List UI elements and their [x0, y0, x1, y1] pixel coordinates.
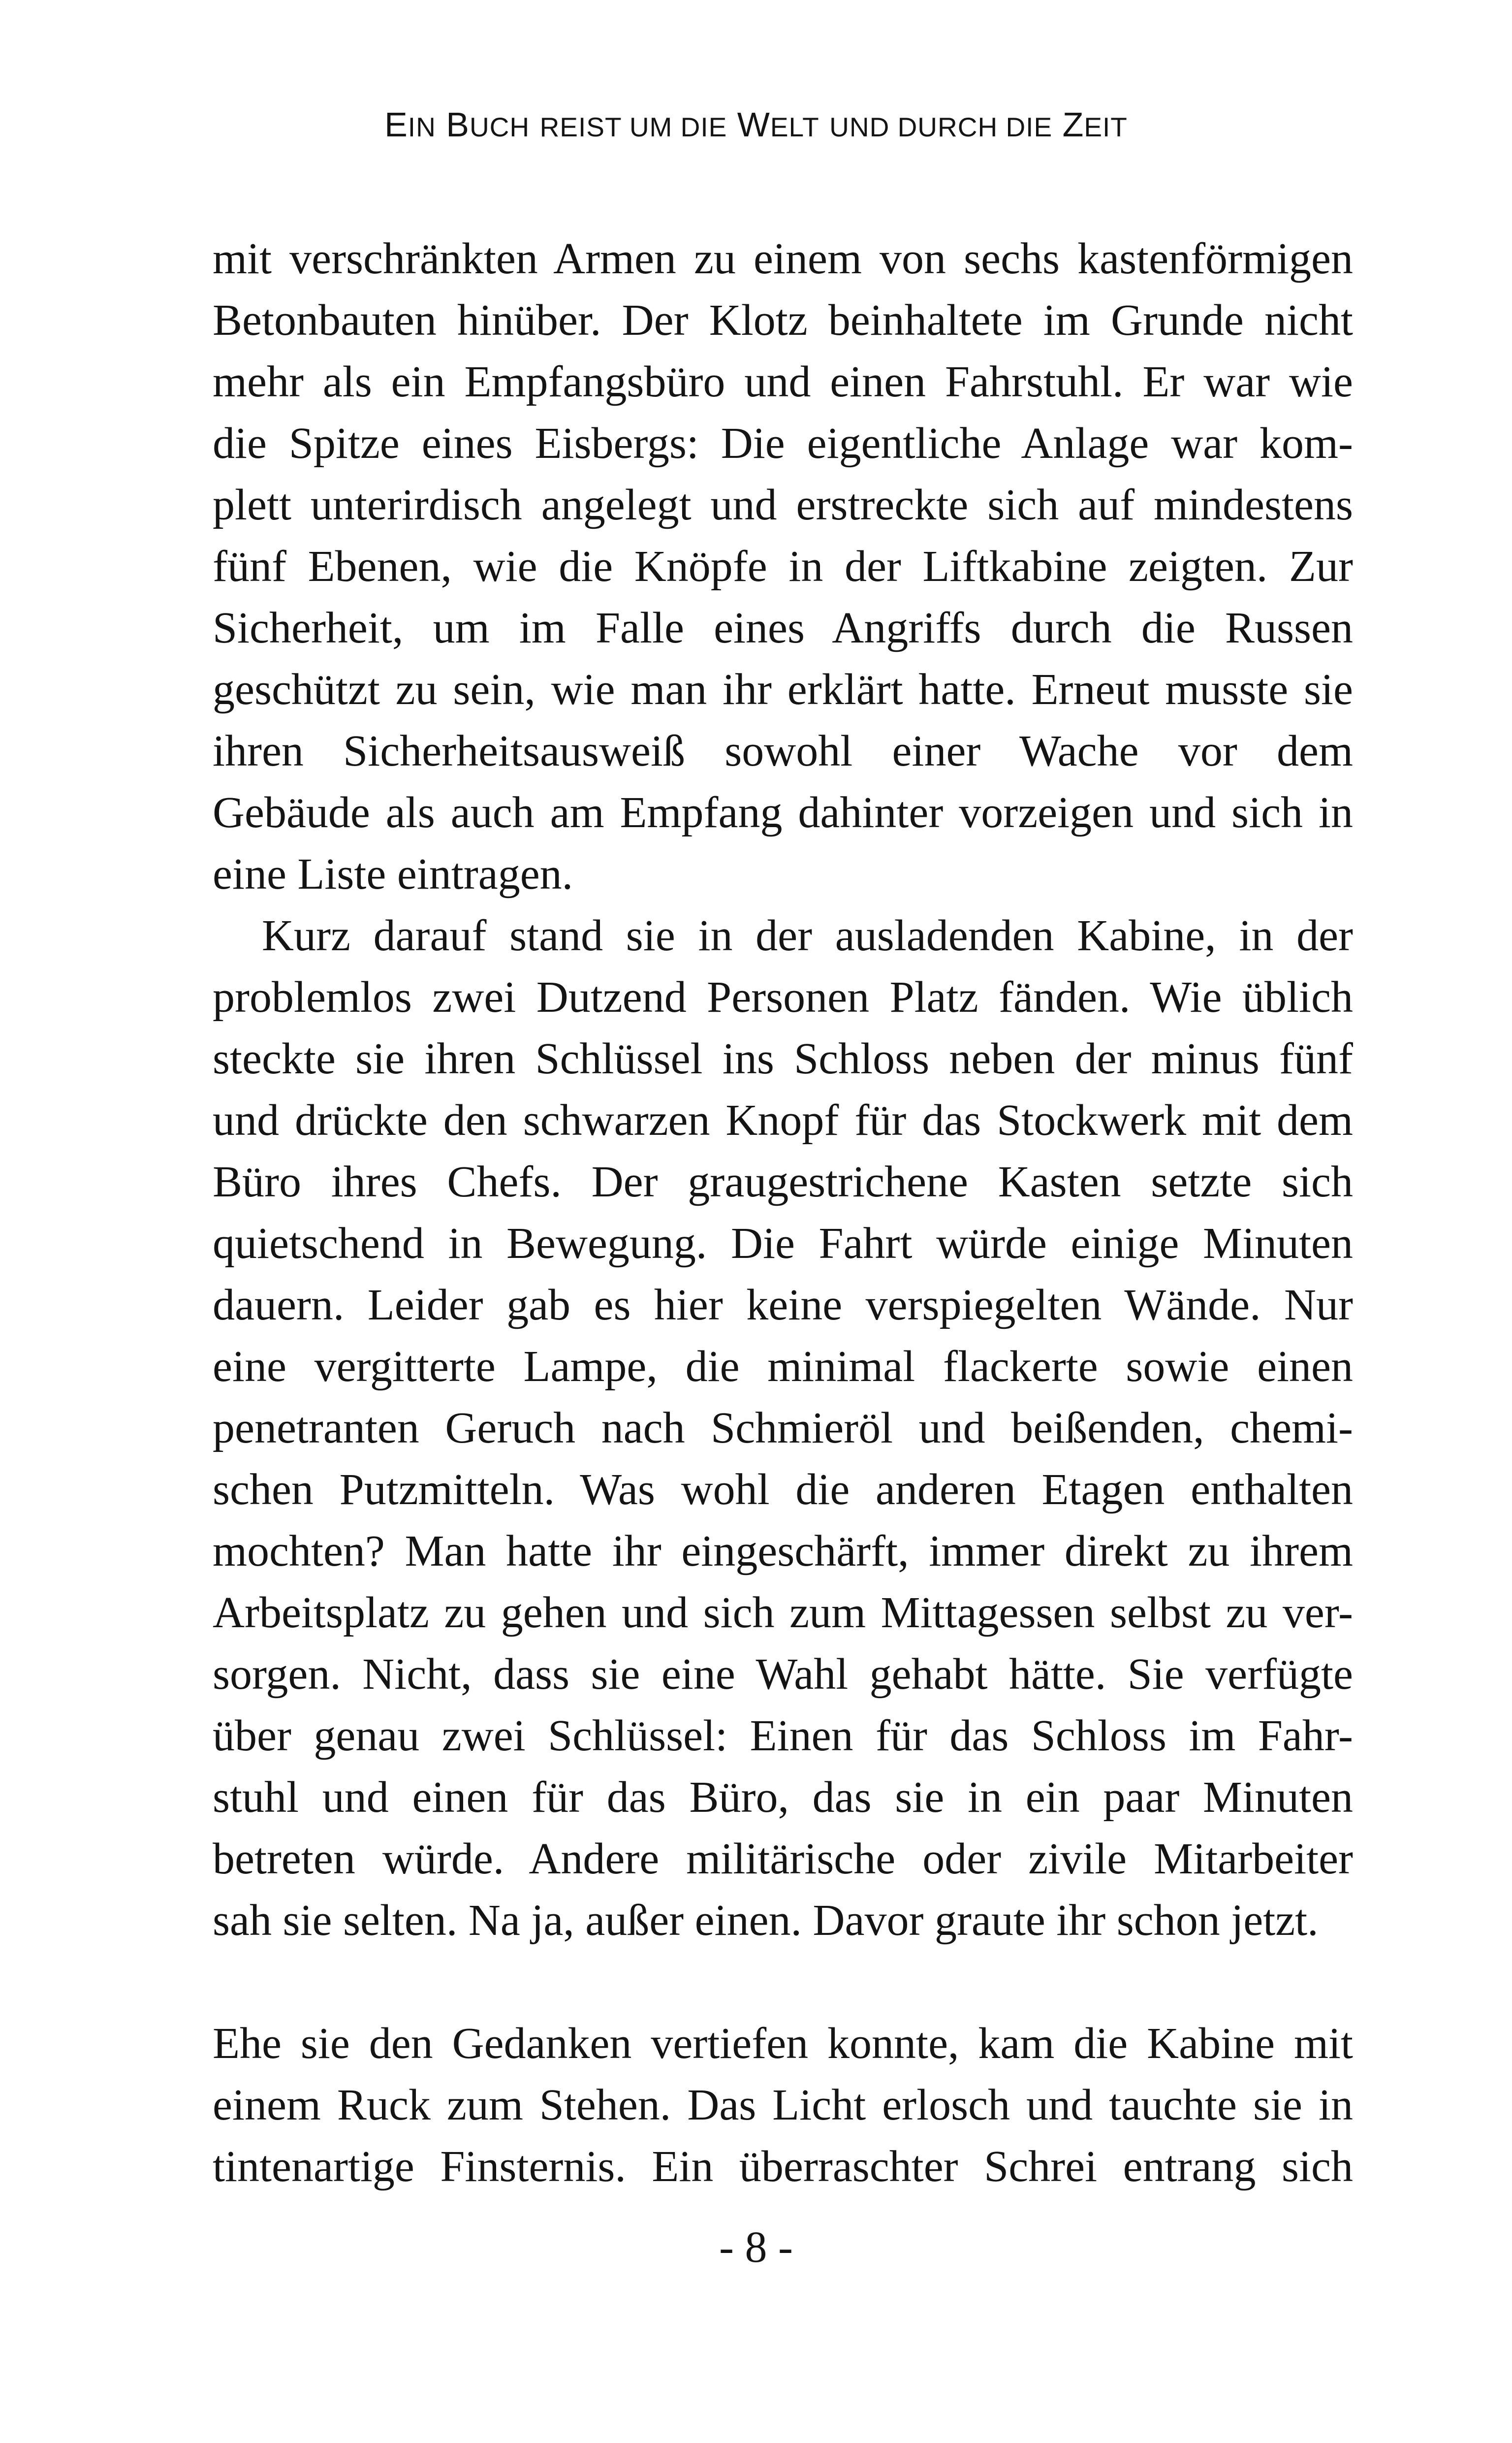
text-line: eine vergitterte Lampe, die minimal flackerte sowie einen — [213, 1342, 1353, 1391]
text-line: Betonbauten hinüber. Der Klotz beinhaltete im Grunde nicht — [213, 296, 1353, 345]
text-line: Büro ihres Chefs. Der graugestrichene Kasten setzte sich — [213, 1157, 1353, 1206]
text-line: Arbeitsplatz zu gehen und sich zum Mittagessen selbst zu ver- — [213, 1588, 1353, 1637]
running-head-word: IN — [408, 112, 436, 142]
running-head-word: E — [384, 105, 408, 144]
text-line: quietschend in Bewegung. Die Fahrt würde einige Minuten — [213, 1219, 1353, 1268]
running-head-word: EIT — [1084, 112, 1128, 142]
running-head — [0, 107, 1512, 142]
text-line: mochten? Man hatte ihr eingeschärft, immer direkt zu ihrem — [213, 1527, 1353, 1575]
text-line: und drückte den schwarzen Knopf für das Stockwerk mit dem — [213, 1096, 1353, 1145]
text-line: fünf Ebenen, wie die Knöpfe in der Liftkabine zeigten. Zur — [213, 542, 1353, 591]
text-line: stuhl und einen für das Büro, das sie in ein paar Minuten — [213, 1773, 1353, 1822]
text-line: mehr als ein Empfangsbüro und einen Fahrstuhl. Er war wie — [213, 357, 1353, 406]
page-number: - 8 - — [719, 2223, 793, 2272]
running-head-word: Z — [1062, 105, 1084, 144]
text-line: tintenartige Finsternis. Ein überraschter Schrei entrang sich — [213, 2142, 1353, 2191]
text-line: dauern. Leider gab es hier keine verspiegelten Wände. Nur — [213, 1281, 1353, 1329]
text-line: plett unterirdisch angelegt und erstreckte sich auf mindestens — [213, 481, 1353, 529]
text-line: Ehe sie den Gedanken vertiefen konnte, kam die Kabine mit — [213, 2019, 1353, 2068]
text-line: ihren Sicherheitsausweiß sowohl einer Wache vor dem — [213, 727, 1353, 775]
text-line: penetranten Geruch nach Schmieröl und beißenden, chemi- — [213, 1404, 1353, 1452]
text-line: mit verschränkten Armen zu einem von sechs kastenförmigen — [213, 234, 1353, 283]
running-head-word: UCH — [469, 112, 530, 142]
running-head-word: W — [737, 105, 770, 144]
text-line: problemlos zwei Dutzend Personen Platz fänden. Wie üblich — [213, 973, 1353, 1022]
text-line: sah sie selten. Na ja, außer einen. Davor graute ihr schon jetzt. — [213, 1896, 1319, 1945]
body-text — [213, 228, 1353, 2197]
text-line: Sicherheit, um im Falle eines Angriffs durch die Russen — [213, 604, 1353, 652]
running-head-word: UND DURCH DIE — [829, 112, 1053, 142]
running-head-word: B — [446, 105, 470, 144]
paragraph-3 — [213, 2013, 1353, 2197]
running-head-word: ELT — [770, 112, 819, 142]
text-line: betreten würde. Andere militärische oder zivile Mitarbeiter — [213, 1834, 1353, 1883]
paragraph-1 — [213, 228, 1353, 905]
text-line: geschützt zu sein, wie man ihr erklärt hatte. Erneut musste sie — [213, 665, 1353, 714]
text-line: Kurz darauf stand sie in der ausladenden Kabine, in der — [262, 911, 1353, 960]
section-break — [213, 1951, 1353, 2013]
running-head-word: REIST UM DIE — [539, 112, 727, 142]
paragraph-2 — [213, 905, 1353, 1951]
text-line: schen Putzmitteln. Was wohl die anderen Etagen enthalten — [213, 1465, 1353, 1514]
text-line: sorgen. Nicht, dass sie eine Wahl gehabt hätte. Sie verfügte — [213, 1650, 1353, 1699]
text-line: über genau zwei Schlüssel: Einen für das Schloss im Fahr- — [213, 1711, 1353, 1760]
text-line: einem Ruck zum Stehen. Das Licht erlosch und tauchte sie in — [213, 2081, 1353, 2129]
text-line: eine Liste eintragen. — [213, 850, 573, 899]
text-line: steckte sie ihren Schlüssel ins Schloss neben der minus fünf — [213, 1034, 1353, 1083]
text-line: Gebäude als auch am Empfang dahinter vorzeigen und sich in — [213, 788, 1353, 837]
text-line: die Spitze eines Eisbergs: Die eigentliche Anlage war kom- — [213, 419, 1353, 468]
